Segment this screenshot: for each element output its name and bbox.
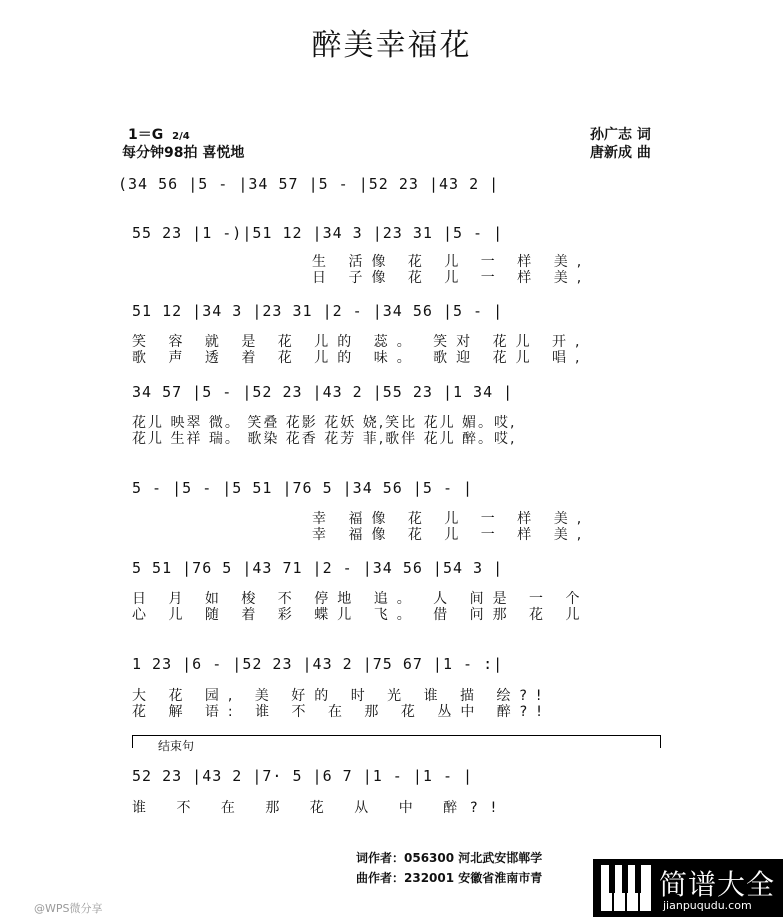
ending-label: 结束句 [158,739,195,753]
score-line-1: (34 56 |5 - |34 57 |5 - |52 23 |43 2 | [118,175,500,193]
score-line-4: 34 57 |5 - |52 23 |43 2 |55 23 |1 34 | [132,383,514,401]
score-line-2: 55 23 |1 -)|51 12 |34 3 |23 31 |5 - | [132,224,504,242]
lyric-line-6a: 日 月 如 梭 不 停地 追。 人 间是 一 个 [132,591,589,607]
site-logo[interactable] [593,859,783,917]
lyric-line-6b: 心 儿 随 着 彩 蝶儿 飞。 借 问那 花 儿 [132,607,589,623]
key-signature [128,124,190,144]
ending-bracket [132,735,661,748]
score-line-5: 5 - |5 - |5 51 |76 5 |34 56 |5 - | [132,479,474,497]
tempo-marking: 每分钟98拍 喜悦地 [122,145,245,161]
piano-keys-icon [599,865,653,911]
key-label: 1＝G [128,127,164,143]
composer-credit: 唐新成 曲 [590,145,651,161]
logo-url: jianpuqudu.com [663,899,752,912]
lyric-line-2a: 生 活像 花 儿 一 样 美, [312,254,591,270]
lyric-line-4b: 花儿 生祥 瑞。 歌染 花香 花芳 菲,歌伴 花儿 醉。哎, [132,431,517,447]
lyricist-credit: 孙广志 词 [590,127,651,143]
score-line-8: 52 23 |43 2 |7· 5 |6 7 |1 - |1 - | [132,767,474,785]
lyric-line-7b: 花 解 语: 谁 不 在 那 花 丛中 醉?! [132,704,551,720]
lyric-line-3b: 歌 声 透 着 花 儿的 味。 歌迎 花儿 唱, [132,350,589,366]
lyric-line-5a: 幸 福像 花 儿 一 样 美, [312,511,591,527]
logo-text: 简谱大全 [659,868,776,901]
score-line-7: 1 23 |6 - |52 23 |43 2 |75 67 |1 - :| [132,655,504,673]
page-title: 醉美幸福花 [311,28,472,63]
lyricist-address: 词作者：056300 河北武安邯郸学 [356,851,543,865]
lyric-line-3a: 笑 容 就 是 花 儿的 蕊。 笑对 花儿 开, [132,334,589,350]
composer-address: 曲作者：232001 安徽省淮南市青 [356,871,543,885]
time-signature: 2/4 [172,131,190,142]
lyric-line-5b: 幸 福像 花 儿 一 样 美, [312,527,591,543]
lyric-line-8a: 谁 不 在 那 花 从 中 醉?! [132,800,510,816]
score-line-3: 51 12 |34 3 |23 31 |2 - |34 56 |5 - | [132,302,504,320]
lyric-line-4a: 花儿 映翠 微。 笑叠 花影 花妖 娆,笑比 花儿 媚。哎, [132,415,517,431]
watermark: @WPS微分享 [34,902,103,915]
lyric-line-7a: 大 花 园, 美 好的 时 光 谁 描 绘?! [132,688,551,704]
lyric-line-2b: 日 子像 花 儿 一 样 美, [312,270,591,286]
score-line-6: 5 51 |76 5 |43 71 |2 - |34 56 |54 3 | [132,559,504,577]
